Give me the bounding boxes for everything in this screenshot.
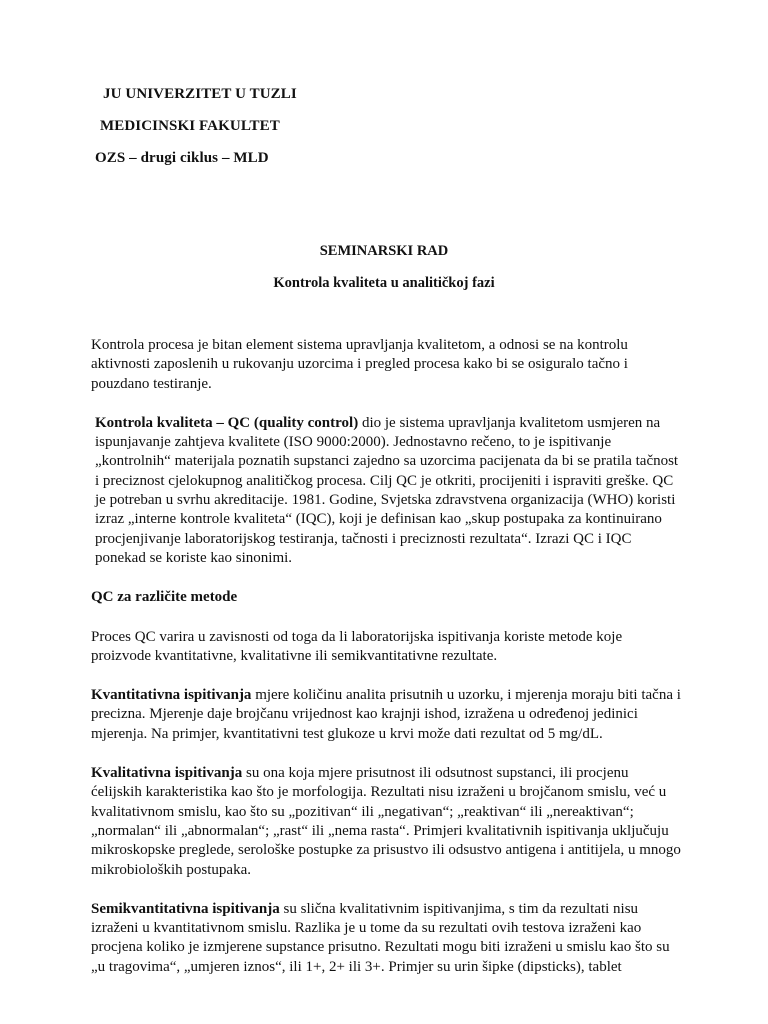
body-text [91,336,681,977]
paragraph-semiquantitative [91,900,681,977]
paragraph-qc-methods: Proces QC varira u zavisnosti od toga da li laboratorijska ispitivanja koriste metode koje proizvode kvantitativne, kvalitativne ili semikvantitativne rezultate. [91,628,623,664]
study-program: OZS – drugi ciklus – MLD [95,150,269,166]
semiquantitative-term: Semikvantitativna ispitivanja [91,900,280,917]
university-name: JU UNIVERZITET U TUZLI [103,86,297,102]
quantitative-term: Kvantitativna ispitivanja [91,687,252,704]
qualitative-term: Kvalitativna ispitivanja [91,765,243,782]
paragraph-quantitative [91,686,681,744]
section-heading [91,588,681,607]
faculty-name: MEDICINSKI FAKULTET [100,118,280,134]
document-subtitle: Kontrola kvaliteta u analitičkoj fazi [273,275,495,291]
section-heading-text: QC za različite metode [91,589,238,606]
paragraph-qualitative [91,764,681,880]
semiquantitative-text: su slična kvalitativnim ispitivanjima, s tim da rezultati nisu izraženi u kvantitativnom smislu. Razlika je u tome da su rezultati ovih testova izraženi kao procjena koliko je izmjerene supstance prisutno. Rezultati mogu biti izraženi u smislu kao što su „u tragovima“, „umjeren iznos“, ili 1+, 2+ ili 3+. Primjer su urin šipke (dipsticks), tablet [91,900,670,975]
qc-term: Kontrola kvaliteta – QC (quality control) [95,414,359,431]
document-title: SEMINARSKI RAD [319,243,449,259]
paragraph-qc-definition [95,414,681,568]
qc-definition-text: dio je sistema upravljanja kvalitetom usmjeren na ispunjavanje zahtjeva kvalitete (ISO 9000:2000). Jednostavno rečeno, to je ispitivanje „kontrolnih“ materijala poznatih supstanci zajedno sa uzorcima pacijenata da bi se pratila tačnost i preciznost cjelokupnog analitičkog procesa. Cilj QC je otkriti, procijeniti i ispraviti greške. QC je potreban u svrhu akreditacije. 1981. Godine, Svjetska zdravstvena organizacija (WHO) koristi izraz „interne kontrole kvaliteta“ (IQC), koji je definisan kao „skup postupaka za kontinuirano procjenjivanje laboratorijskog testiranja, tačnosti i preciznosti rezultata“. Izrazi QC i IQC ponekad se koriste kao sinonimi. [95,414,679,566]
paragraph-intro: Kontrola procesa je bitan element sistema upravljanja kvalitetom, a odnosi se na kontrolu aktivnosti zaposlenih u rukovanju uzorcima i pregled procesa kako bi se osiguralo tačno i pouzdano testiranje. [91,337,628,392]
qualitative-text: su ona koja mjere prisutnost ili odsutnost supstanci, ili procjenu ćelijskih karakteristika kao što je morfologija. Rezultati nisu izraženi u brojčanom smislu, već u kvalitativnom smislu, kao što su „pozitivan“ ili „negativan“; „reaktivan“ ili „nereaktivan“; „normalan“ ili „abnormalan“; „rast“ ili „nema rasta“. Primjeri kvalitativnih ispitivanja uključuju mikroskopske preglede, serološke postupke za prisustvo ili odsustvo antigena i antitijela, u mnogo mikrobioloških postupaka. [91,765,681,878]
quantitative-text: mjere količinu analita prisutnih u uzorku, i mjerenja moraju biti tačna i precizna. Mjerenje daje brojčanu vrijednost kao krajnji ishod, izražena u određenoj jedinici mjerenja. Na primjer, kvantitativni test glukoze u krvi može dati rezultat od 5 mg/dL. [91,687,681,742]
